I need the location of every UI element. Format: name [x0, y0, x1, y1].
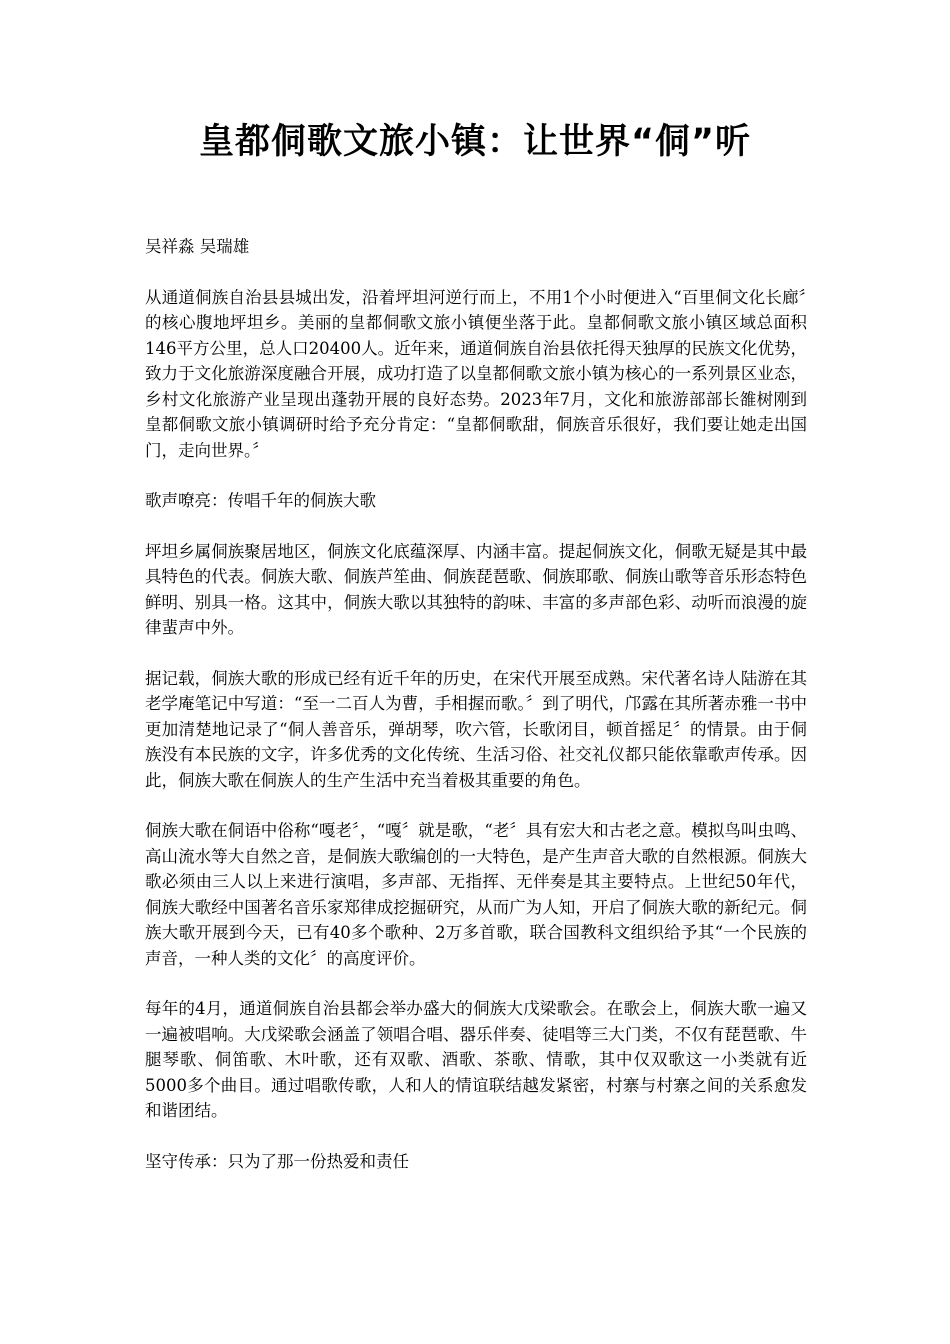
paragraph-festival: 每年的4月，通道侗族自治县都会举办盛大的侗族大戊梁歌会。在歌会上，侗族大歌一遍又一遍被唱响。大戊梁歌会涵盖了领唱合唱、器乐伴奏、徒唱等三大门类，不仅有琵琶歌、牛腿琴歌、侗笛歌、木叶歌，还有双歌、酒歌、茶歌、情歌，其中仅双歌这一小类就有近5000多个曲目。通过唱歌传歌，人和人的情谊联结越发紧密，村寨与村寨之间的关系愈发和谐团结。 — [145, 999, 807, 1120]
paragraph-galao: 侗族大歌在侗语中俗称“嘎老〞，“嘎〞就是歌，“老〞具有宏大和古老之意。模拟鸟叫虫鸣、高山流水等大自然之音，是侗族大歌编创的一大特色，是产生声音大歌的自然根源。侗族大歌必须由三人以上来进行演唱，多声部、无指挥、无伴奏是其主要特点。上世纪50年代，侗族大歌经中国著名音乐家郑律成挖掘研究，从而广为人知，开启了侗族大歌的新纪元。侗族大歌开展到今天，已有40多个歌种、2万多首歌，联合国教科文组织给予其“一个民族的声音，一种人类的文化〞的高度评价。 — [145, 821, 807, 968]
paragraph-intro: 从通道侗族自治县县城出发，沿着坪坦河逆行而上，不用1个小时便进入“百里侗文化长廊〞的核心腹地坪坦乡。美丽的皇都侗歌文旅小镇便坐落于此。皇都侗歌文旅小镇区域总面积146平方公里，总人口20400人。近年来，通道侗族自治县依托得天独厚的民族文化优势，致力于文化旅游深度融合开展，成功打造了以皇都侗歌文旅小镇为核心的一系列景区业态，乡村文化旅游产业呈现出蓬勃开展的良好态势。2023年7月，文化和旅游部部长雒树刚到皇都侗歌文旅小镇调研时给予充分肯定：“皇都侗歌甜，侗族音乐很好，我们要让她走出国门，走向世界。〞 — [145, 287, 807, 460]
article-body — [145, 234, 807, 1199]
author-line: 吴祥淼 吴瑞雄 — [145, 237, 250, 256]
section-heading-heritage: 坚守传承：只为了那一份热爱和责任 — [145, 1151, 409, 1171]
paragraph-history: 据记载，侗族大歌的形成已经有近千年的历史，在宋代开展至成熟。宋代著名诗人陆游在其老学庵笔记中写道：“至一二百人为曹，手相握而歌。〞到了明代，邝露在其所著赤雅一书中更加清楚地记录了“侗人善音乐，弹胡琴，吹六管，长歌闭目，顿首摇足〞的情景。由于侗族没有本民族的文字，许多优秀的文化传统、生活习俗、社交礼仪都只能依靠歌声传承。因此，侗族大歌在侗族人的生产生活中充当着极其重要的角色。 — [145, 668, 807, 790]
section-heading-singing: 歌声嘹亮：传唱千年的侗族大歌 — [145, 491, 376, 510]
paragraph-culture: 坪坦乡属侗族聚居地区，侗族文化底蕴深厚、内涵丰富。提起侗族文化，侗歌无疑是其中最具特色的代表。侗族大歌、侗族芦笙曲、侗族琵琶歌、侗族耶歌、侗族山歌等音乐形态特色鲜明、别具一格。这其中，侗族大歌以其独特的韵味、丰富的多声部色彩、动听而浪漫的旋律蜚声中外。 — [145, 541, 807, 637]
article-title: 皇都侗歌文旅小镇：让世界“侗”听 — [198, 122, 751, 162]
